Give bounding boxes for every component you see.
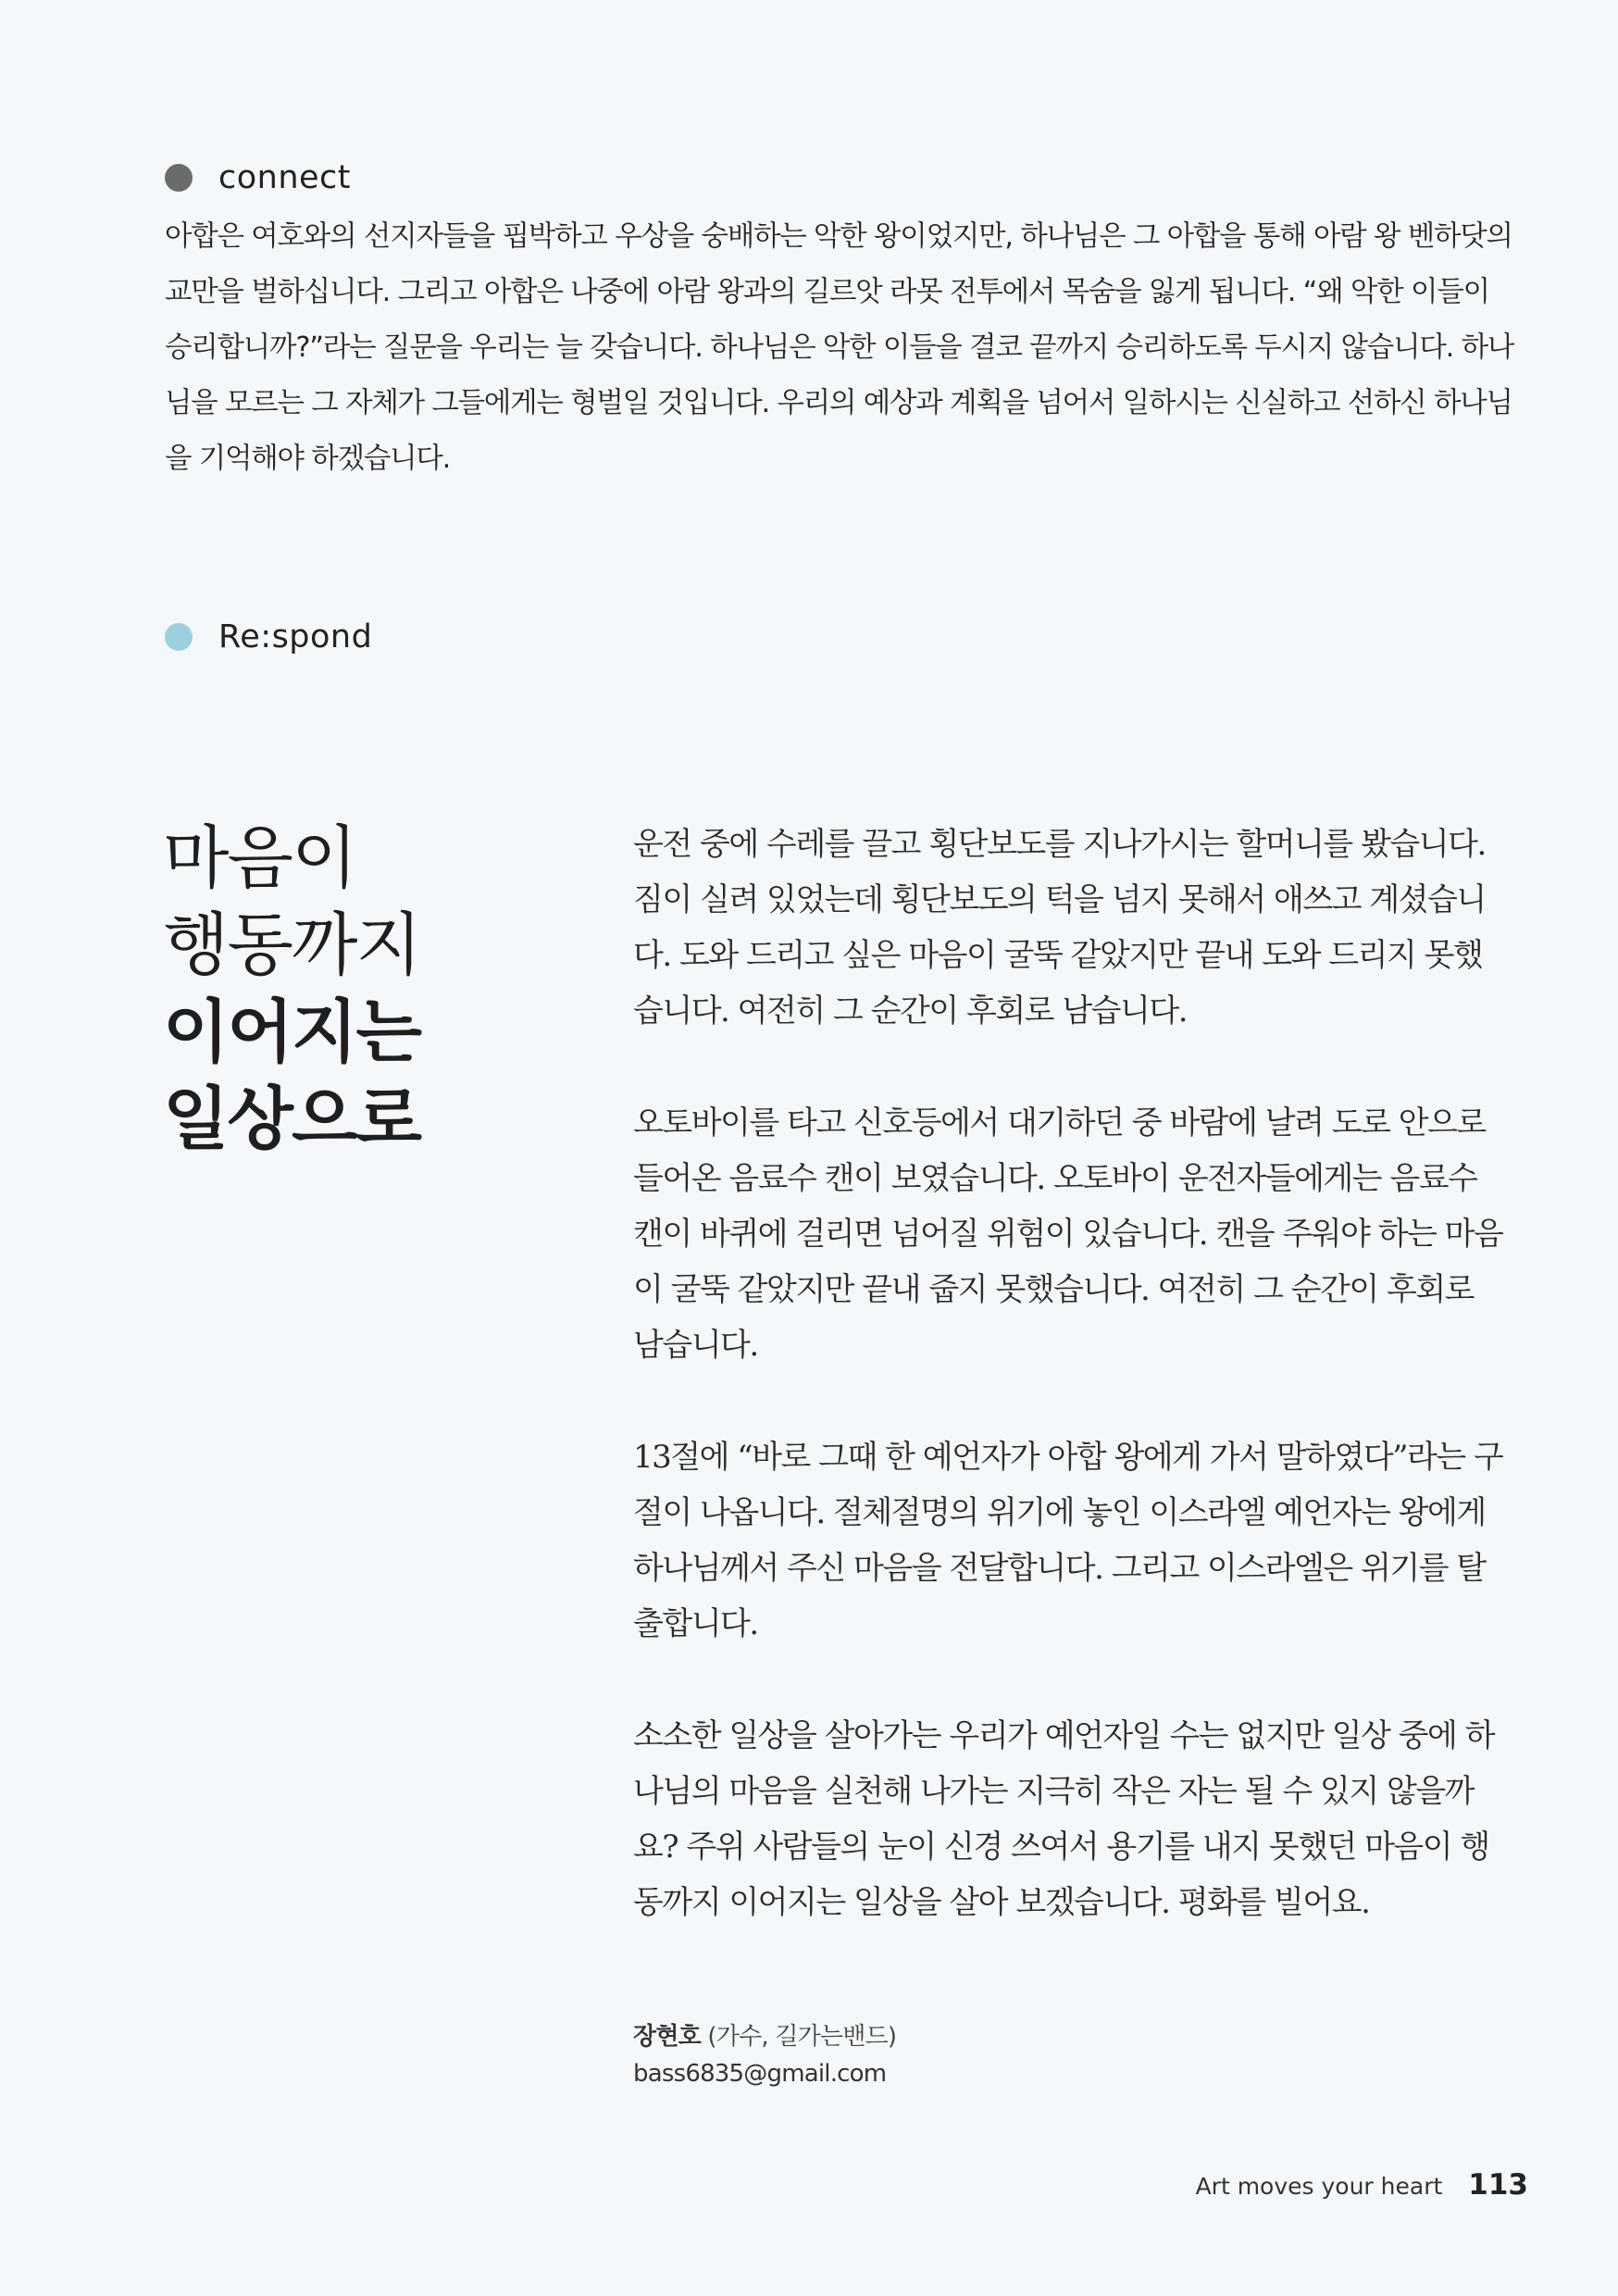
author-name: 장현호 [633,2023,701,2051]
author-name-line [633,2018,896,2055]
respond-paragraph-4: 소소한 일상을 살아가는 우리가 예언자일 수는 없지만 일상 중에 하나님의 마음을 실천해 나가는 지극히 작은 자는 될 수 있지 않을까요? 주위 사람들의 눈이 신경 쓰여서 용기를 내지 못했던 마음이 행동까지 이어지는 일상을 살아 보겠습니다. 평화를 빌어요. [633,1717,1495,1921]
respond-paragraph-3: 13절에 “바로 그때 한 예언자가 아합 왕에게 가서 말하였다”라는 구절이 나옵니다. 절체절명의 위기에 놓인 이스라엘 예언자는 왕에게 하나님께서 주신 마음을 전달합니다. 그리고 이스라엘은 위기를 탈출합니다. [633,1439,1503,1642]
page-footer [1196,2168,1528,2202]
connect-heading-label: connect [218,159,352,196]
author-role: (가수, 길가는밴드) [700,2023,897,2051]
author-byline [633,2018,896,2092]
respond-body [633,817,1509,1987]
connect-heading [165,159,351,196]
connect-body-text: 아합은 여호와의 선지자들을 핍박하고 우상을 숭배하는 악한 왕이었지만, 하나님은 그 아합을 통해 아람 왕 벤하닷의 교만을 벌하십니다. 그리고 아합은 나중에 아람 왕과의 길르앗 라못 전투에서 목숨을 잃게 됩니다. “왜 악한 이들이 승리합니까?”라는 질문을 우리는 늘 갖습니다. 하나님은 악한 이들을 결코 끝까지 승리하도록 두시지 않습니다. 하나님을 모르는 그 자체가 그들에게는 형벌일 것입니다. 우리의 예상과 계획을 넘어서 일하시는 신실하고 선하신 하나님을 기억해야 하겠습니다. [165,220,1514,475]
respond-heading-label: Re:spond [218,618,373,655]
headline-line-2: 행동까지 [163,905,420,985]
footer-tagline: Art moves your heart [1195,2173,1443,2200]
respond-paragraph-1: 운전 중에 수레를 끌고 횡단보도를 지나가시는 할머니를 봤습니다. 짐이 실려 있었는데 횡단보도의 턱을 넘지 못해서 애쓰고 계셨습니다. 도와 드리고 싶은 마음이 굴뚝 같았지만 끝내 도와 드리지 못했습니다. 여전히 그 순간이 후회로 남습니다. [633,826,1486,1029]
page-number: 113 [1468,2168,1528,2202]
headline-line-1: 마음이 [163,818,356,898]
headline-line-4: 일상으로 [163,1079,420,1159]
respond-paragraph-2: 오토바이를 타고 신호등에서 대기하던 중 바람에 날려 도로 안으로 들어온 음료수 캔이 보였습니다. 오토바이 운전자들에게는 음료수 캔이 바퀴에 걸리면 넘어질 위험이 있습니다. 캔을 주워야 하는 마음이 굴뚝 같았지만 끝내 줍지 못했습니다. 여전히 그 순간이 후회로 남습니다. [633,1104,1503,1364]
respond-bullet-icon [165,623,193,651]
respond-heading [165,618,372,655]
headline-line-3: 이어지는 [163,992,420,1072]
respond-headline [163,815,420,1163]
connect-bullet-icon [165,164,193,192]
author-email: bass6835@gmail.com [633,2060,887,2088]
